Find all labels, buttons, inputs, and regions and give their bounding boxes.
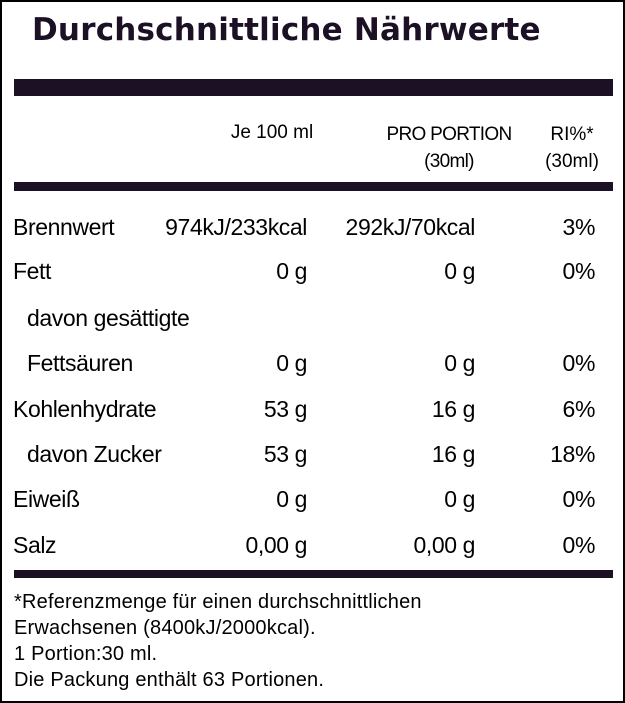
value-ri: 0% <box>562 350 595 376</box>
nutrient-name: davon gesättigte <box>27 305 190 331</box>
nutrient-name: Eiweiß <box>13 486 80 512</box>
value-ri: 0% <box>562 258 595 284</box>
column-header-per-100ml <box>207 119 337 146</box>
column-header-per-portion-line2: (30ml) <box>424 151 474 172</box>
table-row <box>2 214 625 254</box>
value-per-100ml: 53 g <box>263 441 307 467</box>
value-per-portion: 16 g <box>431 441 475 467</box>
value-per-100ml: 0 g <box>276 486 307 512</box>
column-header-per-100ml-label: Je 100 ml <box>230 122 314 143</box>
nutrient-name: Brennwert <box>13 214 115 240</box>
nutrient-name: Salz <box>13 532 57 558</box>
footnote-line: Die Packung enthält 63 Portionen. <box>14 669 325 691</box>
value-per-portion: 0 g <box>444 350 475 376</box>
value-per-100ml: 53 g <box>263 396 307 422</box>
footnote-line: 1 Portion:30 ml. <box>14 643 158 665</box>
column-header-per-portion <box>374 121 524 175</box>
table-row <box>2 350 625 390</box>
value-per-portion: 0,00 g <box>413 532 475 558</box>
footer-divider <box>14 570 613 578</box>
value-per-100ml: 0,00 g <box>245 532 307 558</box>
value-per-100ml: 0 g <box>276 258 307 284</box>
table-row <box>2 305 625 345</box>
nutrient-name: Fett <box>13 258 52 284</box>
value-per-100ml: 0 g <box>276 350 307 376</box>
column-header-per-portion-line1: PRO PORTION <box>386 124 512 145</box>
footnote-line: Erwachsenen (8400kJ/2000kcal). <box>14 617 316 639</box>
value-ri: 0% <box>562 486 595 512</box>
value-per-portion: 0 g <box>444 258 475 284</box>
top-divider <box>14 79 613 96</box>
column-header-ri <box>527 121 617 175</box>
header-divider <box>14 182 613 191</box>
table-row <box>2 396 625 436</box>
value-ri: 18% <box>550 441 595 467</box>
value-per-portion: 0 g <box>444 486 475 512</box>
column-header-ri-line2: (30ml) <box>545 151 599 172</box>
nutrient-name: davon Zucker <box>27 441 162 467</box>
value-ri: 3% <box>562 214 595 240</box>
column-header-ri-line1: RI%* <box>550 124 594 145</box>
table-row <box>2 258 625 298</box>
footnote <box>14 589 422 693</box>
value-per-portion: 16 g <box>431 396 475 422</box>
footnote-line: *Referenzmenge für einen durchschnittlichen <box>14 591 422 613</box>
value-per-100ml: 974kJ/233kcal <box>165 214 307 240</box>
nutrient-name: Kohlenhydrate <box>13 396 157 422</box>
table-row <box>2 532 625 572</box>
value-ri: 0% <box>562 532 595 558</box>
table-row <box>2 486 625 526</box>
value-ri: 6% <box>562 396 595 422</box>
nutrient-name: Fettsäuren <box>27 350 133 376</box>
value-per-portion: 292kJ/70kcal <box>345 214 475 240</box>
page-title: Durchschnittliche Nährwerte <box>32 12 541 48</box>
table-row <box>2 441 625 481</box>
